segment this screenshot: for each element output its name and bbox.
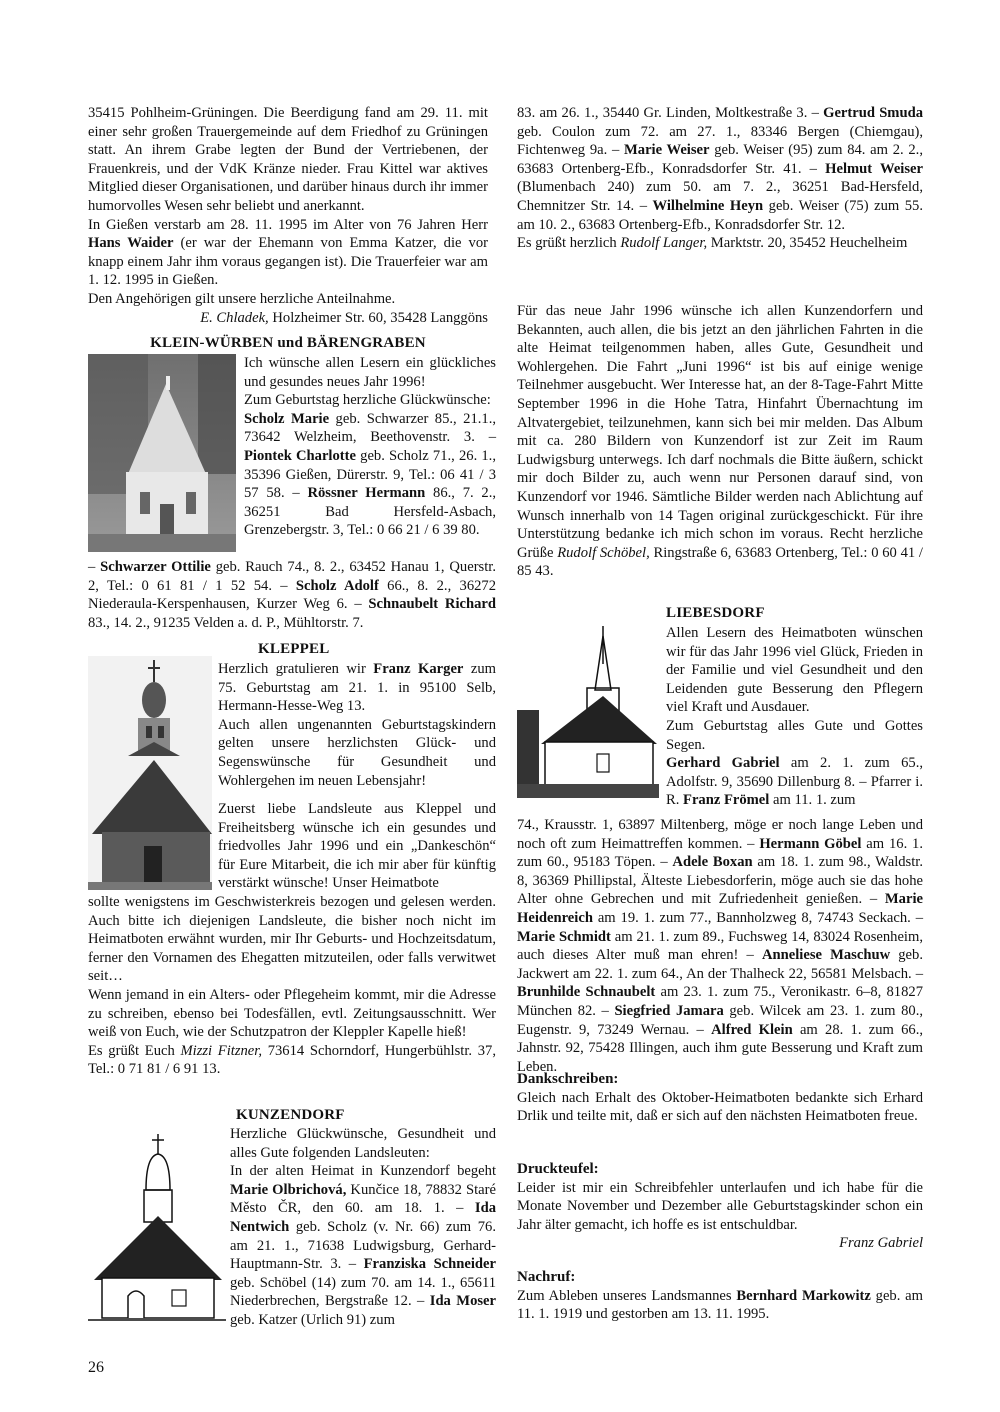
intro-paragraph: 35415 Pohlheim-Grüningen. Die Beerdigung fand am 29. 11. mit einer sehr großen Trauergemeinde auf dem Friedhof zu Grüningen statt. An ihrem Grabe legten der Bund der Vertriebenen, der Frauenkreis, und der VdK Kränze nieder. Frau Kittel war aktives Mitglied dieser Organisationen, und darüber hinaus durch ihr immer humorvolles Wesen sehr beliebt und anerkannt. <box>88 105 488 214</box>
kz-entries-cont: 83. am 26. 1., 35440 Gr. Linden, Moltkestraße 3. – Gertrud Smuda geb. Coulon zum 72. am 27. 1., 83346 Bergen (Chiemgau), Fichtenweg 9a. – Marie Weiser geb. Weiser (95) zum 84. am 2. 2., 63683 Ortenberg-Efb., Konradsdorfer Str. 41. – Helmut Weiser (Blumenbach 240) zum 50. am 7. 2., 36251 Bad-Hersfeld, Chemnitzer Str. 14. – Wilhelmine Heyn geb. Weiser (75) zum 55. am 10. 2., 63683 Ortenberg-Efb., Konradsdorfer Str. 12. <box>517 105 923 233</box>
druckteufel-signature: Franz Gabriel <box>839 1235 923 1252</box>
druckteufel-text: Leider ist mir ein Schreibfehler unterlaufen und ich habe für die Monate November und Dezember alle Geburtstagskinder schon ein Jahr älter gemacht, ich hoffe es ist entschuldbar. <box>517 1179 923 1233</box>
nachruf-block <box>517 1268 923 1324</box>
druckteufel-title: Druckteufel: <box>517 1161 599 1177</box>
kw-birthday-heading: Zum Geburtstag herzliche Glückwünsche: <box>244 392 491 409</box>
kz-signature: Es grüßt herzlich Rudolf Langer, Marktstr. 20, 35452 Heuchelheim <box>517 235 908 252</box>
nachruf-text: Zum Ableben unseres Landsmannes Bernhard Markowitz geb. am 11. 1. 1919 und gestorben am 13. 11. 1995. <box>517 1287 923 1323</box>
intro-block <box>88 104 488 327</box>
church-photo-kleppel <box>88 656 212 890</box>
lb-entries-top: Gerhard Gabriel am 2. 1. zum 65., Adolfstr. 9, 35690 Dillenburg 8. – Pfarrer i. R. Franz Frömel am 11. 1. zum <box>666 755 923 809</box>
kleppel-text-bottom: sollte wenigstens im Geschwisterkreis bezogen und gelesen werden. Auch bitte ich diejenigen Landsleute, die bisher noch nicht im Heimatboten erwähnt wurden, mir Ihr Geburts- und Hochzeitsdatum, ferner den Vornamen des Ehegatten mitzuteilen, oder falls verwitwet seit… Wenn jemand in ein Alters- oder Pflegeheim kommt, mir die Adresse zu schreiben, ebenso bei Todesfällen, evtl. Zeitungsausschnitt. Wer weiß von Euch, wie der Schutzpatron der Kleppler Kapelle hieß! Es grüßt Euch Mizzi Fitzner, 73614 Schorndorf, Hungerbühlstr. 37, Tel.: 0 71 81 / 6 91 13. <box>88 894 496 1078</box>
klein-wuerben-entries-cont: – Schwarzer Ottilie geb. Rauch 74., 8. 2., 63452 Hanau 1, Querstr. 2, Tel.: 0 61 81 / 1 52 54. – Scholz Adolf 66., 8. 2., 36272 Niederaula-Kerspenhausen, Kurzer Weg 6. – Schnaubelt Richard 83., 14. 2., 91235 Velden a. d. P., Mühltorstr. 7. <box>88 559 497 631</box>
druckteufel-block <box>517 1160 923 1253</box>
intro-death-notice: In Gießen verstarb am 28. 11. 1995 im Alter von 76 Jahren Herr Hans Waider (er war der Ehemann von Emma Katzer, die vor knapp einem Jahr ihm voraus gegangen ist). Die Trauerfeier war am 1. 12. 1995 in Gießen. <box>88 216 488 289</box>
intro-signature: E. Chladek, Holzheimer Str. 60, 35428 Langgöns <box>200 309 488 326</box>
condolence-line: Den Angehörigen gilt unsere herzliche Anteilnahme. <box>88 290 396 307</box>
dankschreiben-block <box>517 1070 923 1126</box>
kunzendorf-title: KUNZENDORF <box>236 1107 345 1123</box>
kz-wishes: Herzliche Glückwünsche, Gesundheit und alles Gute folgenden Landsleuten: <box>230 1126 496 1161</box>
church-drawing-kunzendorf <box>88 1130 226 1322</box>
kleppel-signature: Es grüßt Euch Mizzi Fitzner, 73614 Schorndorf, Hungerbühlstr. 37, Tel.: 0 71 81 / 6 91 13. <box>88 1042 496 1078</box>
kw-entries: Scholz Marie geb. Schwarzer 85., 21.1., 73642 Welzheim, Beethovenstr. 3. – Piontek Charlotte geb. Scholz 71., 26. 1., 35396 Gießen, Dürerstr. 9, Tel.: 06 41 / 3 57 58. – Rössner Hermann 86., 7. 2., 36251 Bad Hersfeld-Asbach, Grenzebergstr. 3, Tel.: 0 66 21 / 6 39 80. <box>244 410 497 539</box>
kw-wishes: Ich wünsche allen Lesern ein glückliches und gesundes neues Jahr 1996! <box>244 355 496 390</box>
kleppel-text-top <box>218 660 496 790</box>
klein-wuerben-intro <box>244 354 496 540</box>
lb-birthday-heading: Zum Geburtstag alles Gute und Gottes Segen. <box>666 717 923 753</box>
liebesdorf-title: LIEBESDORF <box>666 605 765 621</box>
right-top-block <box>517 104 923 253</box>
liebesdorf-text-bottom: 74., Krausstr. 1, 63897 Miltenberg, möge er noch lange Leben und noch oft zum Heimattreffen kommen. – Hermann Göbel am 16. 1. zum 60., 95183 Töpen. – Adele Boxan am 18. 1. zum 98., Waldstr. 8, 36369 Phillipstal, Älteste Liebesdorferin, möge auch sie das hohe Alter ohne Gebrechen und mit Zufriedenheit genießen. – Marie Heidenreich am 19. 1. zum 77., Bannholzweg 8, 74743 Seckach. – Marie Schmidt am 21. 1. zum 89., Fuchsweg 14, 83024 Rosenheim, auch dieses Alter muß man ehren! – Anneliese Maschuw geb. Jackwert am 22. 1. zum 64., An der Thalheck 22, 56581 Melsbach. – Brunhilde Schnaubelt am 23. 1. zum 75., Veronikastr. 6–8, 81827 München 82. – Siegfried Jamara geb. Wilcek am 23. 1. zum 80., Eugenstr. 9, 73249 Wernau. – Alfred Klein am 28. 1. zum 66., Jahnstr. 92, 75428 Illingen, auch ihm gute Besserung und Kraft zum Leben. <box>517 817 924 1075</box>
dankschreiben-text: Gleich nach Erhalt des Oktober-Heimatboten bedankte sich Erhard Drlik und teilte mit, daß er sich auf den nächsten Heimatboten freue. <box>517 1089 923 1125</box>
klein-wuerben-title: KLEIN-WÜRBEN und BÄRENGRABEN <box>150 335 426 351</box>
deceased-name: Hans Waider <box>88 235 174 252</box>
kleppel-text-mid: Zuerst liebe Landsleute aus Kleppel und Freiheitsberg wünsche ich ein gesundes und friedvolles Jahr 1996 und ein „Dankeschön“ für Eure Mitarbeit, die ich mir aber für künftig verstärkt wünsche! Unser Heimatbote <box>218 801 496 892</box>
dankschreiben-title: Dankschreiben: <box>517 1071 619 1087</box>
page-number: 26 <box>88 1359 104 1376</box>
church-photo-klein-wuerben <box>88 354 236 552</box>
church-drawing-liebesdorf <box>517 624 659 798</box>
liebesdorf-text-top <box>666 624 923 810</box>
nachruf-title: Nachruf: <box>517 1269 576 1285</box>
kleppel-birthday: Herzlich gratulieren wir Franz Karger zum 75. Geburtstag am 21. 1. in 95100 Selb, Hermann-Hesse-Weg 13. <box>218 661 496 715</box>
kz-entries: In der alten Heimat in Kunzendorf begeht Marie Olbrichová, Kunčice 18, 78832 Staré Město ČR, den 60. am 18. 1. – Ida Nentwich geb. Scholz (v. Nr. 66) zum 76. am 21. 1., 71638 Ludwigsburg, Gerhard-Hauptmann-Str. 3. – Franziska Schneider geb. Schöbel (14) zum 70. am 14. 1., 65611 Niederbrechen, Bergstraße 12. – Ida Moser geb. Katzer (Urlich 91) zum <box>230 1163 496 1328</box>
kz-travel-block: Für das neue Jahr 1996 wünsche ich allen Kunzendorfern und Bekannten, auch allen, die bis jetzt an den jährlichen Fahrten in die alte Heimat teilgenommen haben, alles Gute, Gesundheit und Wohlergehen. Die Fahrt „Juni 1996“ ist bis auf einige wenige Teilnehmer ausgebucht. Wer Interesse hat, an der 8-Tage-Fahrt Mitte September 1996 in die Hohe Tatra, Hinfahrt Übernachtung im Altvatergebiet, teilzunehmen, kann sich bei mir melden. Das Album mit ca. 280 Bildern von Kunzendorf ist zur Zeit im Raum Ludwigsburg unterwegs. Ich darf nochmals die Bitte äußern, schickt mir doch Bilder zu, auch wenn nur Personen darauf sind, von Kunzendorf vor 1946. Sämtliche Bilder werden nach Ablichtung auf Wunsch innerhalb von 14 Tagen original zurückgeschickt. Für ihre Unterstützung bedanke ich mich schon im voraus. Recht herzliche Grüße Rudolf Schöbel, Ringstraße 6, 63683 Ortenberg, Tel.: 0 60 41 / 85 43. <box>517 303 923 580</box>
kunzendorf-text <box>230 1125 496 1330</box>
kleppel-wishes: Auch allen ungenannten Geburtstagskindern gelten unsere herzlichsten Glück- und Segenswünsche für Gesundheit und Wohlergehen im neuen Lebensjahr! <box>218 716 496 789</box>
kleppel-title: KLEPPEL <box>258 641 330 657</box>
lb-wishes: Allen Lesern des Heimatboten wünschen wir für das Jahr 1996 viel Glück, Frieden in der Familie und viel Gesundheit und den Leidenden gute Besserung den Pflegern viel Kraft und Ausdauer. <box>666 625 923 716</box>
